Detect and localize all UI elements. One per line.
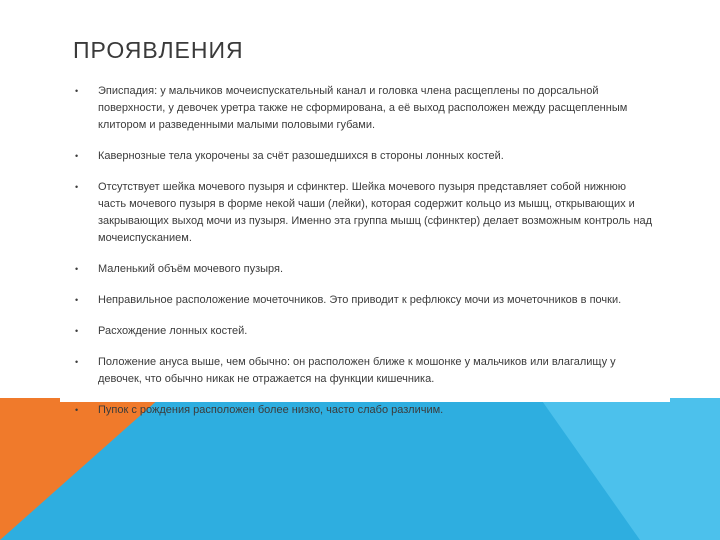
- bullet-icon: •: [75, 182, 79, 192]
- bullet-icon: •: [75, 326, 79, 336]
- bullet-icon: •: [75, 151, 79, 161]
- list-item: [73, 323, 655, 340]
- bullet-text: Неправильное расположение мочеточников. Это приводит к рефлюксу мочи из мочеточников в почки.: [98, 294, 622, 306]
- bullet-text: Кавернозные тела укорочены за счёт разошедшихся в стороны лонных костей.: [98, 150, 504, 162]
- bullet-text: Расхождение лонных костей.: [98, 325, 248, 337]
- list-item: [73, 261, 655, 278]
- list-item: [73, 179, 655, 247]
- list-item: [73, 402, 655, 419]
- bullet-text: Пупок с рождения расположен более низко, часто слабо различим.: [98, 404, 444, 416]
- bullet-list: [73, 83, 655, 433]
- bullet-text: Отсутствует шейка мочевого пузыря и сфинктер. Шейка мочевого пузыря представляет собой нижнюю часть мочевого пузыря в форме некой чаши (лейки), которая содержит кольцо из мышц, открывающих и закрывающих выход мочи из пузыря. Именно эта группа мышц (сфинктер) делает возможным контроль над мочеиспусканием.: [98, 181, 653, 244]
- bullet-icon: •: [75, 86, 79, 96]
- bullet-icon: •: [75, 264, 79, 274]
- list-item: [73, 292, 655, 309]
- bullet-icon: •: [75, 295, 79, 305]
- list-item: [73, 148, 655, 165]
- slide-title: ПРОЯВЛЕНИЯ: [73, 37, 244, 63]
- bullet-text: Маленький объём мочевого пузыря.: [98, 263, 284, 275]
- bullet-text: Положение ануса выше, чем обычно: он расположен ближе к мошонке у мальчиков или влагалищу у девочек, что обычно никак не отражается на функции кишечника.: [98, 356, 616, 385]
- list-item: [73, 354, 655, 388]
- bullet-icon: •: [75, 405, 79, 415]
- bullet-text: Эписпадия: у мальчиков мочеиспускательный канал и головка члена расщеплены по дорсальной поверхности, у девочек уретра также не сформирована, а её выход расположен между расщепленным клитором и разведенными малыми половыми губами.: [98, 85, 628, 131]
- bullet-icon: •: [75, 357, 79, 367]
- list-item: [73, 83, 655, 134]
